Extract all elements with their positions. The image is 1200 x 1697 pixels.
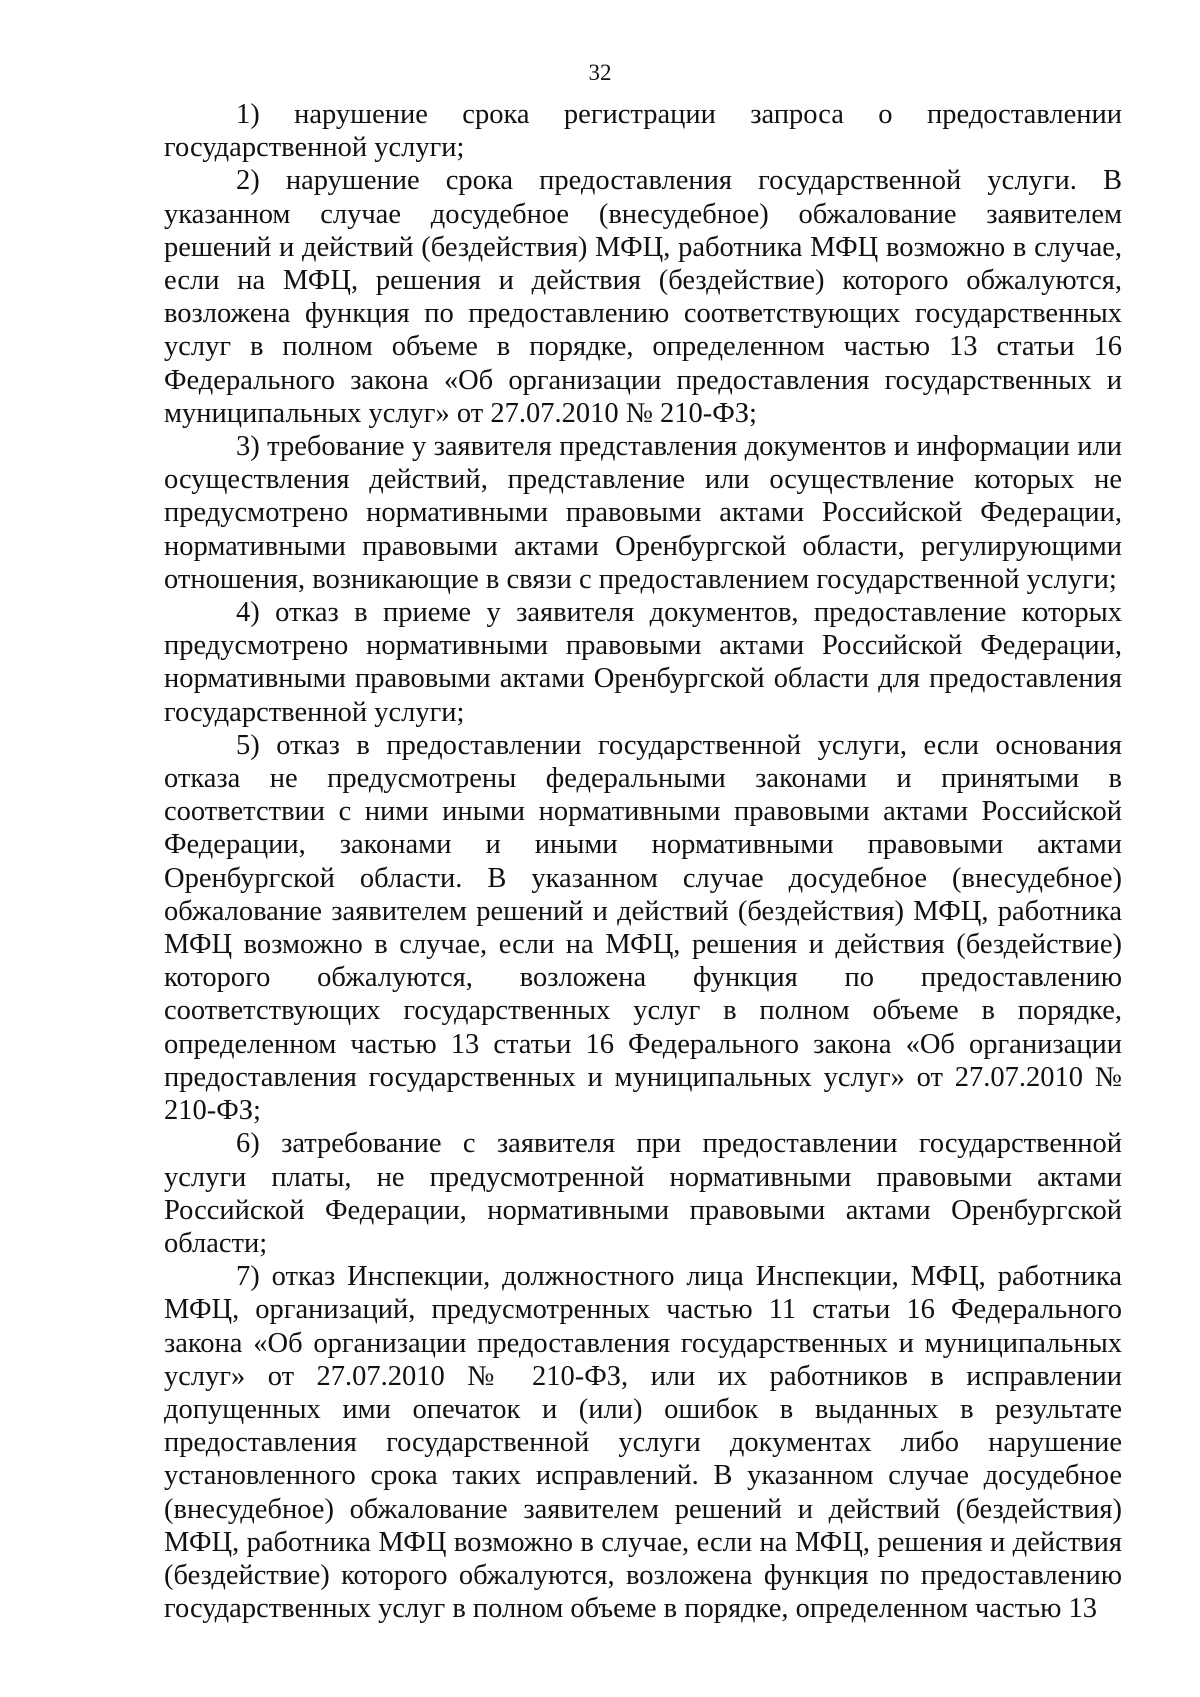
page-number: 32 [588,60,612,85]
list-item-7: 7) отказ Инспекции, должностного лица Инспекции, МФЦ, работника МФЦ, организаций, предусмотренных частью 11 статьи 16 Федерального закона «Об организации предоставления государственных и муниципальных услуг» от 27.07.2010 № 210-ФЗ, или их работников в исправлении допущенных ими опечаток и (или) ошибок в выданных в результате предоставления государственной услуги документах либо нарушение установленного срока таких исправлений. В указанном случае досудебное (внесудебное) обжалование заявителем решений и действий (бездействия) МФЦ, работника МФЦ возможно в случае, если на МФЦ, решения и действия (бездействие) которого обжалуются, возложена функция по предоставлению государственных услуг в полном объеме в порядке, определенном частью 13 [164,1261,1122,1625]
list-item-3: 3) требование у заявителя представления документов и информации или осуществления действий, представление или осуществление которых не предусмотрено нормативными правовыми актами Российской Федерации, нормативными правовыми актами Оренбургской области, регулирующими отношения, возникающие в связи с предоставлением государственной услуги; [164,431,1122,595]
list-item-5: 5) отказ в предоставлении государственной услуги, если основания отказа не предусмотрены федеральными законами и принятыми в соответствии с ними иными нормативными правовыми актами Российской Федерации, законами и иными нормативными правовыми актами Оренбургской области. В указанном случае досудебное (внесудебное) обжалование заявителем решений и действий (бездействия) МФЦ, работника МФЦ возможно в случае, если на МФЦ, решения и действия (бездействие) которого обжалуются, возложена функция по предоставлению соответствующих государственных услуг в полном объеме в порядке, определенном частью 13 статьи 16 Федерального закона «Об организации предоставления государственных и муниципальных услуг» от 27.07.2010 № 210-ФЗ; [164,729,1122,1127]
list-item-1: 1) нарушение срока регистрации запроса о предоставлении государственной услуги; [164,99,1122,164]
list-item-2: 2) нарушение срока предоставления государственной услуги. В указанном случае досудебное (внесудебное) обжалование заявителем решений и действий (бездействия) МФЦ, работника МФЦ возможно в случае, если на МФЦ, решения и действия (бездействие) которого обжалуются, возложена функция по предоставлению соответствующих государственных услуг в полном объеме в порядке, определенном частью 13 статьи 16 Федерального закона «Об организации предоставления государственных и муниципальных услуг» от 27.07.2010 № 210-ФЗ; [164,165,1122,429]
list-item-6: 6) затребование с заявителя при предоставлении государственной услуги платы, не предусмотренной нормативными правовыми актами Российской Федерации, нормативными правовыми актами Оренбургской области; [164,1128,1122,1259]
document-body [164,98,1122,1625]
list-item-4: 4) отказ в приеме у заявителя документов, предоставление которых предусмотрено нормативными правовыми актами Российской Федерации, нормативными правовыми актами Оренбургской области для предоставления государственной услуги; [164,597,1122,728]
